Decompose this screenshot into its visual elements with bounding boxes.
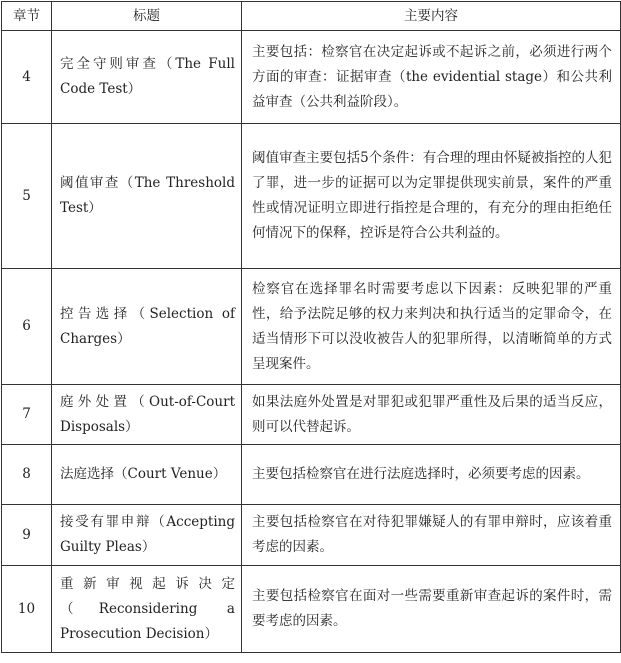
content-cell: 主要包括检察官在进行法庭选择时，必须要考虑的因素。 xyxy=(242,445,621,505)
content-cell: 检察官在选择罪名时需要考虑以下因素：反映犯罪的严重性，给予法院足够的权力来判决和执行适当的定罪命令，在适当情形下可以没收被告人的犯罪所得，以清晰简单的方式呈现案件。 xyxy=(242,269,621,385)
chapter-cell: 8 xyxy=(2,445,52,505)
table-header-row xyxy=(2,2,621,31)
chapter-cell: 6 xyxy=(2,269,52,385)
chapter-cell: 5 xyxy=(2,124,52,269)
content-cell: 阈值审查主要包括5个条件：有合理的理由怀疑被指控的人犯了罪，进一步的证据可以为定罪提供现实前景，案件的严重性或情况证明立即进行指控是合理的，有充分的理由拒绝任何情况下的保释，控诉是符合公共利益的。 xyxy=(242,124,621,269)
title-cell: 重新审视起诉决定（Reconsidering a Prosecution Decision） xyxy=(52,566,242,653)
table-row xyxy=(2,505,621,566)
chapter-cell: 9 xyxy=(2,505,52,566)
content-cell: 主要包括检察官在面对一些需要重新审查起诉的案件时，需要考虑的因素。 xyxy=(242,566,621,653)
content-cell: 如果法庭外处置是对罪犯或犯罪严重性及后果的适当反应，则可以代替起诉。 xyxy=(242,385,621,445)
title-cell: 庭外处置（Out-of-Court Disposals） xyxy=(52,385,242,445)
table-row xyxy=(2,385,621,445)
header-content: 主要内容 xyxy=(242,2,621,31)
title-cell: 完全守则审查（The Full Code Test） xyxy=(52,31,242,124)
content-cell: 主要包括检察官在对待犯罪嫌疑人的有罪申辩时，应该着重考虑的因素。 xyxy=(242,505,621,566)
table-row xyxy=(2,566,621,653)
content-cell: 主要包括：检察官在决定起诉或不起诉之前，必须进行两个方面的审查：证据审查（the evidential stage）和公共利益审查（公共利益阶段）。 xyxy=(242,31,621,124)
header-chapter: 章节 xyxy=(2,2,52,31)
title-cell: 控告选择（Selection of Charges） xyxy=(52,269,242,385)
table-row xyxy=(2,31,621,124)
header-title: 标题 xyxy=(52,2,242,31)
chapter-cell: 4 xyxy=(2,31,52,124)
prosecution-code-table xyxy=(1,1,621,653)
chapter-cell: 10 xyxy=(2,566,52,653)
title-cell: 法庭选择（Court Venue） xyxy=(52,445,242,505)
title-cell: 阈值审查（The Threshold Test） xyxy=(52,124,242,269)
table-row xyxy=(2,124,621,269)
table-row xyxy=(2,269,621,385)
table-row xyxy=(2,445,621,505)
title-cell: 接受有罪申辩（Accepting Guilty Pleas） xyxy=(52,505,242,566)
chapter-cell: 7 xyxy=(2,385,52,445)
